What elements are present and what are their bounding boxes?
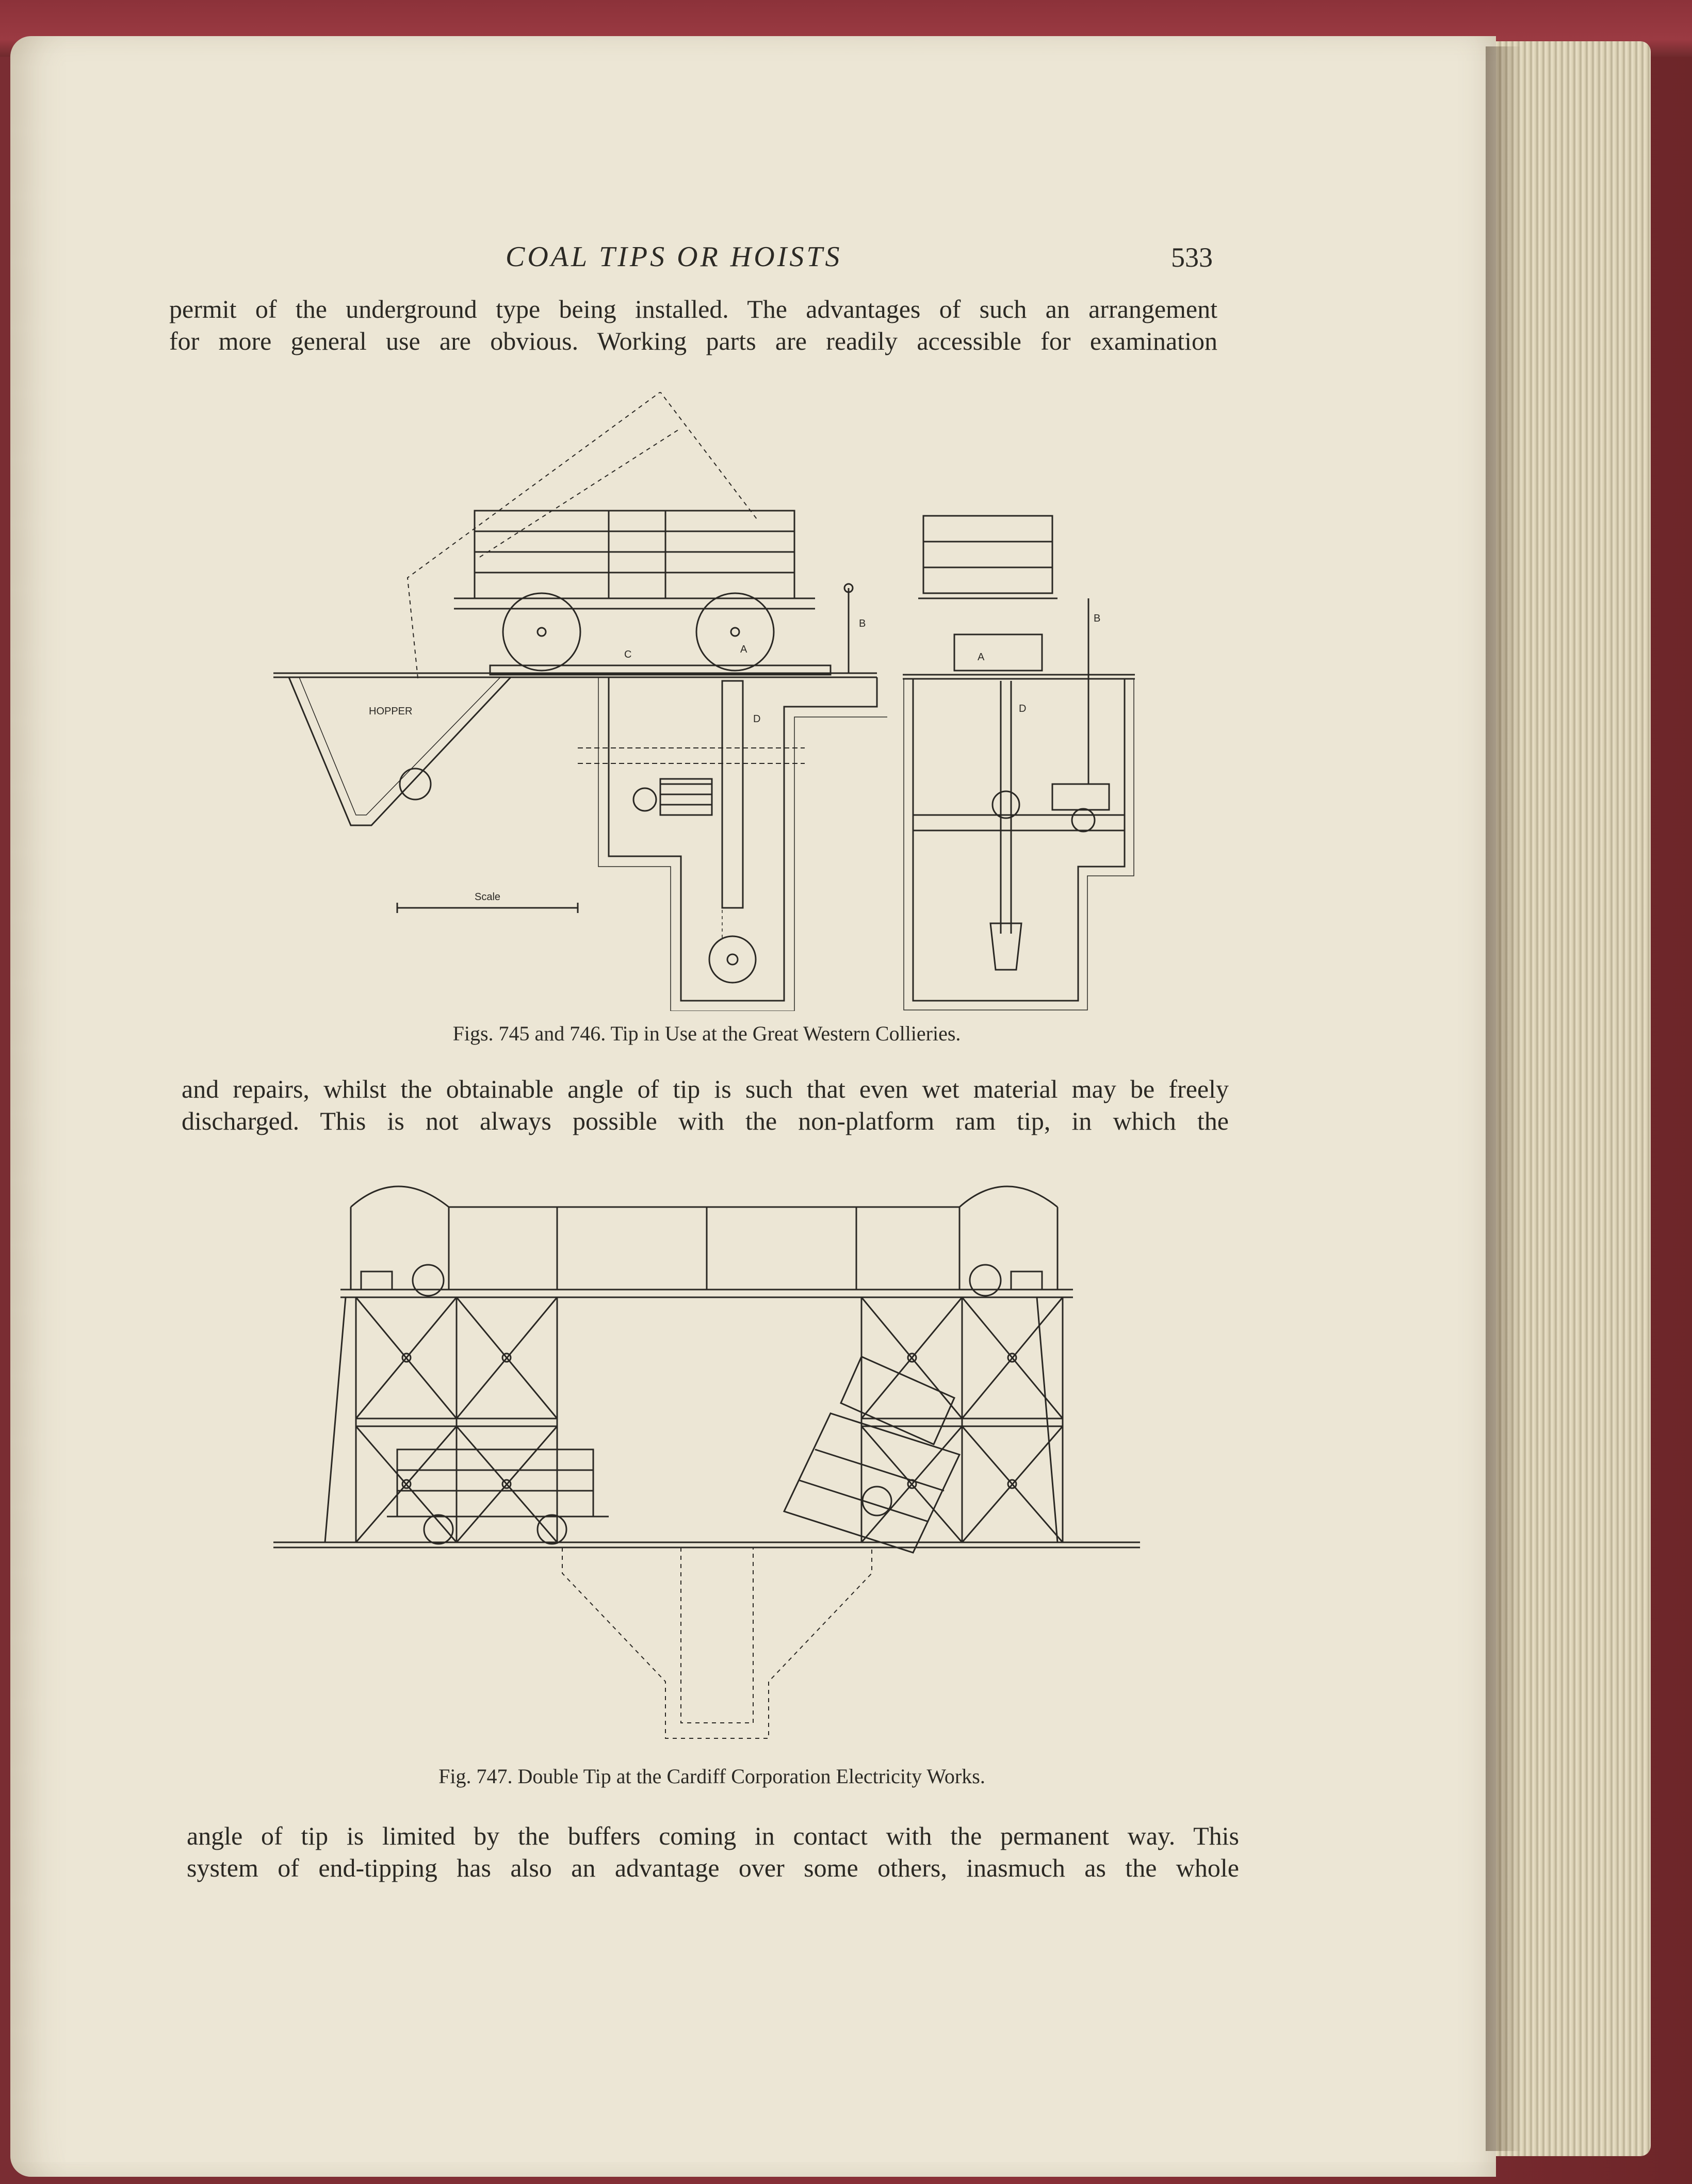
diagram-double-tip-cardiff [273,1166,1150,1743]
paragraph-2 [182,1073,1229,1137]
label-b: B [859,618,866,629]
label-scale: Scale [475,891,501,903]
diagram-coal-tip-collieries [268,392,1145,1011]
text-line: system of end-tipping has also an advantage over some others, inasmuch as the whole [187,1853,1239,1882]
paragraph-1 [169,293,1217,357]
text-line: permit of the underground type being installed. The advantages of such an arrangement [169,295,1217,323]
gutter-shadow [1486,46,1522,2151]
figure-747 [273,1166,1150,1743]
text-line: angle of tip is limited by the buffers coming in contact with the permanent way. This [187,1821,1239,1850]
text-line: discharged. This is not always possible with the non-platform ram tip, in which the [182,1106,1229,1135]
running-head-title: COAL TIPS OR HOISTS [506,241,842,273]
label-d-end: D [1019,703,1027,714]
label-hopper: HOPPER [369,706,413,717]
label-d: D [753,713,761,725]
text-line: and repairs, whilst the obtainable angle of tip is such that even wet material may be freely [182,1074,1229,1103]
page-number: 533 [1171,242,1213,273]
figure-747-caption: Fig. 747. Double Tip at the Cardiff Corporation Electricity Works. [438,1765,985,1788]
paragraph-3 [187,1820,1239,1884]
figure-745-746-caption: Figs. 745 and 746. Tip in Use at the Great Western Collieries. [452,1022,961,1045]
label-a: A [740,644,747,655]
figure-745-746 [268,392,1145,1011]
text-line: for more general use are obvious. Working parts are readily accessible for examination [169,327,1217,355]
label-b-end: B [1094,613,1101,624]
label-c: C [624,649,632,660]
label-a-end: A [978,651,985,663]
